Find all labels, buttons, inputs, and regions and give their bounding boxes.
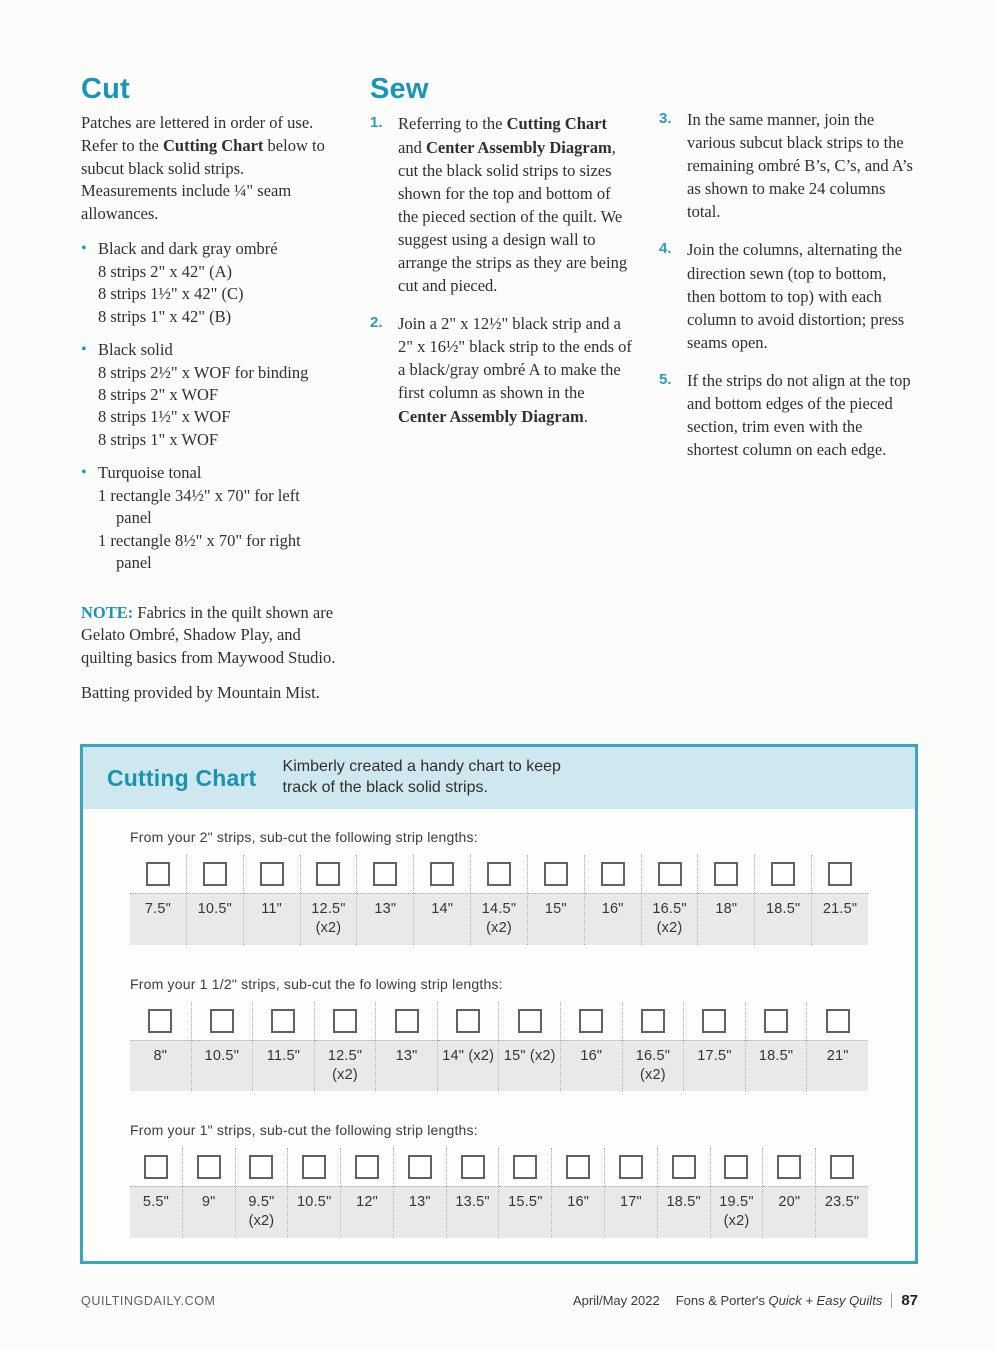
footer-date: April/May 2022 [572,1293,660,1308]
chart-cell [437,1002,499,1092]
square-zone [447,1148,499,1186]
chart-cell [498,1002,560,1092]
strip-square-icon [430,862,454,886]
step-text: Referring to the Cutting Chart and Center Assembly Diagram, cut the black solid strips to sizes shown for the top and bottom of the pieced section of the quilt. We suggest using a design wall to arrange the strips as they are being cut and pieced. [398,114,628,296]
strip-row [130,1002,868,1092]
cutting-chart-content [83,809,915,1238]
strip-row [130,855,868,945]
square-zone [746,1002,807,1040]
square-zone [552,1148,604,1186]
cut-list-item-turquoise [81,462,339,574]
strip-length-label [605,1186,657,1238]
bullet-icon: • [81,240,87,258]
chart-cell [622,1002,684,1092]
strip-square-icon [146,862,170,886]
strip-length-label [746,1040,807,1092]
fabrics-note: NOTE: Fabrics in the quilt shown are Gelato Ombré, Shadow Play, and quilting basics from Maywood Studio. [81,602,336,667]
square-zone [711,1148,763,1186]
chart-cell [300,855,357,945]
square-zone [623,1002,684,1040]
length-value: 10.5" [204,1047,240,1064]
length-value: 12.5" (x2) [327,1047,363,1083]
strip-square-icon [395,1009,419,1033]
sew-step-5 [659,369,913,461]
square-zone [253,1002,314,1040]
square-zone [528,855,584,893]
square-zone [341,1148,393,1186]
length-value: 10.5" [297,1194,332,1211]
strip-length-label [447,1186,499,1238]
strip-square-icon [771,862,795,886]
strip-square-icon [826,1009,850,1033]
strip-square-icon [456,1009,480,1033]
length-value: 18.5" [766,901,801,917]
length-multiplier: (x2) [315,919,342,936]
strip-square-icon [408,1155,432,1179]
strip-square-icon [830,1155,854,1179]
strip-square-icon [513,1155,537,1179]
chart-cell [604,1148,657,1238]
length-value: 16.5" [635,1047,671,1064]
strip-square-icon [601,862,625,886]
strip-square-icon [355,1155,379,1179]
square-zone [755,855,811,893]
square-zone [585,855,641,893]
length-value: 11" [261,901,283,917]
strip-square-icon [641,1009,665,1033]
square-zone [642,855,698,893]
strip-square-icon [702,1009,726,1033]
strip-length-label [816,1186,868,1238]
length-value: 13.5" [455,1194,490,1211]
square-zone [376,1002,437,1040]
strip-square-icon [249,1155,273,1179]
strip-square-icon [461,1155,485,1179]
chart-cell [745,1002,807,1092]
strip-length-label [376,1040,437,1092]
strip-square-icon [724,1155,748,1179]
footer-magazine-title: Quick + Easy Quilts [768,1293,883,1308]
square-zone [807,1002,868,1040]
strip-length-label [244,893,300,945]
square-zone [816,1148,868,1186]
chart-cell [182,1148,235,1238]
square-zone [684,1002,745,1040]
strip-length-label [623,1040,684,1092]
chart-cell [551,1148,604,1238]
square-zone [301,855,357,893]
square-zone [187,855,243,893]
square-zone [499,1002,560,1040]
strip-length-label [394,1186,446,1238]
cutting-chart-box [80,744,918,1264]
strip-length-label [341,1186,393,1238]
bullet-title: Black solid [98,340,173,360]
chart-cell [498,1148,551,1238]
chart-cell [235,1148,288,1238]
strip-square-icon [302,1155,326,1179]
length-value: 15" [544,901,567,917]
strip-square-icon [271,1009,295,1033]
chart-row-1in [130,1122,868,1238]
sew-step-2 [370,312,634,427]
cut-line: 8 strips 1" x 42" (B) [98,306,232,326]
length-value: 14.5" [481,901,517,917]
strip-length-label [301,893,357,945]
chart-cell [340,1148,393,1238]
length-value: 17" [619,1194,642,1211]
cut-line: 1 rectangle 34½" x 70" for left panel [98,485,300,528]
chart-cell [130,1148,182,1238]
length-value: 7.5" [144,901,171,917]
sew-step-3 [659,108,913,223]
length-value: 15" (x2) [503,1047,556,1064]
square-zone [414,855,470,893]
strip-square-icon [764,1009,788,1033]
sew-heading: Sew [370,73,429,105]
strip-length-label [528,893,584,945]
length-value: 18.5" [758,1047,794,1064]
chart-cell [697,855,754,945]
length-value: 20" [778,1194,801,1211]
chart-cell [413,855,470,945]
chart-row-2in [130,829,868,945]
length-value: 21" [826,1047,849,1064]
strip-length-label [130,1040,191,1092]
length-value: 23.5" [824,1194,860,1211]
length-value: 18.5" [666,1194,701,1211]
cut-line: 1 rectangle 8½" x 70" for right panel [98,530,301,573]
cutting-chart-header [83,747,915,809]
strip-square-icon [828,862,852,886]
square-zone [499,1148,551,1186]
length-value: 12" [356,1194,378,1211]
strip-length-label [438,1040,499,1092]
square-zone [561,1002,622,1040]
length-value: 19.5" [719,1194,754,1211]
length-value: 12.5" [311,901,346,917]
strip-square-icon [777,1155,801,1179]
length-value: 13" [408,1194,431,1211]
cut-heading: Cut [81,73,130,105]
length-value: 16.5" [652,901,687,917]
cut-line: 8 strips 1" x WOF [98,429,219,449]
strip-square-icon [210,1009,234,1033]
strip-row [130,1148,868,1238]
chart-cell [375,1002,437,1092]
length-value: 14" (x2) [442,1047,495,1064]
step-number: 3. [659,110,672,127]
cut-line: 8 strips 2" x 42" (A) [98,261,233,281]
cut-line: 8 strips 1½" x 42" (C) [98,284,244,304]
cut-list-item-ombre [81,238,339,328]
strip-square-icon [373,862,397,886]
chart-cell [657,1148,710,1238]
square-zone [288,1148,340,1186]
length-value: 14" [431,901,454,917]
bullet-title: Turquoise tonal [98,463,202,483]
strip-square-icon [566,1155,590,1179]
strip-length-label [642,893,698,945]
chart-row-1-5in [130,976,868,1092]
chart-cell [243,855,300,945]
chart-cell [683,1002,745,1092]
strip-square-icon [619,1155,643,1179]
strip-length-label [499,1040,560,1092]
footer-site-url: QUILTINGDAILY.COM [81,1294,216,1308]
length-value: 21.5" [822,901,858,917]
length-multiplier: (x2) [248,1213,275,1230]
length-value: 13" [374,901,397,917]
length-value: 9" [201,1194,216,1211]
sew-section [370,74,634,443]
chart-row-label: From your 1" strips, sub-cut the following strip lengths: [130,1122,478,1139]
chart-cell [815,1148,868,1238]
chart-cell [806,1002,868,1092]
chart-cell [641,855,698,945]
strip-length-label [552,1186,604,1238]
chart-row-label: From your 2" strips, sub-cut the following strip lengths: [130,829,478,845]
sew-step-4 [659,238,913,353]
strip-length-label [812,893,868,945]
step-text: If the strips do not align at the top and bottom edges of the pieced section, trim even with the shortest column on each edge. [687,370,911,460]
square-zone [315,1002,376,1040]
square-zone [130,855,186,893]
strip-length-label [711,1186,763,1238]
chart-cell [560,1002,622,1092]
strip-square-icon [197,1155,221,1179]
length-multiplier: (x2) [723,1213,750,1230]
cut-list-item-black-solid [81,339,339,451]
square-zone [394,1148,446,1186]
strip-square-icon [579,1009,603,1033]
step-text: In the same manner, join the various subcut black strips to the remaining ombré B’s, C’s, and A’s as shown to make 24 columns total. [687,110,913,222]
length-multiplier: (x2) [486,919,512,936]
chart-cell [356,855,413,945]
strip-square-icon [203,862,227,886]
strip-length-label [253,1040,314,1092]
strip-square-icon [714,862,738,886]
strip-square-icon [487,862,511,886]
strip-square-icon [260,862,284,886]
length-multiplier: (x2) [656,919,683,936]
cut-intro: Patches are lettered in order of use. Refer to the Cutting Chart below to subcut black solid strips. Measurements include ¼" seam allowances. [81,113,325,223]
batting-note: Batting provided by Mountain Mist. [81,683,320,703]
chart-cell [186,855,243,945]
length-value: 15.5" [508,1194,543,1211]
strip-length-label [471,893,527,945]
sew-section-continued [659,108,913,476]
square-zone [471,855,527,893]
step-number: 5. [659,370,672,388]
footer-brand: Fons & Porter's [675,1293,765,1308]
chart-cell [393,1148,446,1238]
chart-cell [584,855,641,945]
length-value: 8" [153,1047,168,1064]
step-number: 1. [370,114,383,132]
strip-length-label [130,893,186,945]
square-zone [130,1002,191,1040]
chart-cell [762,1148,815,1238]
strip-length-label [130,1186,182,1238]
strip-square-icon [144,1155,168,1179]
chart-cell [754,855,811,945]
strip-length-label [192,1040,253,1092]
strip-length-label [658,1186,710,1238]
strip-square-icon [316,862,340,886]
cut-line: 8 strips 2½" x WOF for binding [98,362,309,382]
strip-length-label [561,1040,622,1092]
chart-cell [130,1002,191,1092]
length-value: 17.5" [697,1047,732,1064]
square-zone [192,1002,253,1040]
chart-cell [130,855,186,945]
strip-square-icon [658,862,682,886]
cut-section [81,74,339,705]
strip-length-label [357,893,413,945]
step-number: 2. [370,314,383,332]
strip-square-icon [672,1155,696,1179]
chart-cell [527,855,584,945]
square-zone [658,1148,710,1186]
length-value: 10.5" [197,901,232,917]
strip-length-label [315,1040,376,1092]
strip-length-label [236,1186,288,1238]
bullet-icon: • [81,464,87,482]
chart-cell [314,1002,376,1092]
bullet-icon: • [81,341,87,359]
strip-length-label [414,893,470,945]
sew-step-1 [370,112,634,297]
page-number: 87 [901,1292,918,1309]
chart-cell [811,855,868,945]
length-value: 5.5" [142,1194,169,1211]
strip-length-label [187,893,243,945]
square-zone [763,1148,815,1186]
strip-square-icon [544,862,568,886]
step-text: Join a 2" x 12½" black strip and a 2" x 16½" black strip to the ends of a black/gray ombré A to make the first column as shown in the Center Assembly Diagram. [398,314,632,426]
strip-length-label [755,893,811,945]
footer-divider [891,1293,892,1308]
chart-row-label: From your 1 1/2" strips, sub-cut the fo lowing strip lengths: [130,975,503,992]
strip-length-label [183,1186,235,1238]
strip-length-label [288,1186,340,1238]
length-multiplier: (x2) [640,1066,666,1083]
strip-length-label [698,893,754,945]
step-number: 4. [659,240,672,258]
length-value: 16" [601,901,624,917]
cut-line: 8 strips 2" x WOF [98,385,219,405]
strip-length-label [763,1186,815,1238]
bullet-title: Black and dark gray ombré [98,239,278,259]
strip-length-label [807,1040,868,1092]
square-zone [130,1148,182,1186]
strip-length-label [585,893,641,945]
strip-square-icon [333,1009,357,1033]
chart-cell [287,1148,340,1238]
cut-line: 8 strips 1½" x WOF [98,407,231,427]
square-zone [698,855,754,893]
strip-length-label [684,1040,745,1092]
square-zone [244,855,300,893]
chart-cell [470,855,527,945]
cutting-chart-subtitle: Kimberly created a handy chart to keep track of the black solid strips. [282,758,561,796]
square-zone [812,855,868,893]
square-zone [438,1002,499,1040]
strip-square-icon [518,1009,542,1033]
length-value: 18" [715,901,738,917]
strip-length-label [499,1186,551,1238]
strip-square-icon [148,1009,172,1033]
length-value: 13" [395,1047,418,1064]
square-zone [183,1148,235,1186]
step-text: Join the columns, alternating the direction sewn (top to bottom, then bottom to top) with each column to avoid distortion; press seams open. [687,240,905,352]
length-value: 11.5" [266,1047,301,1064]
length-value: 9.5" [248,1194,275,1211]
length-value: 16" [567,1194,590,1211]
chart-cell [191,1002,253,1092]
chart-cell [446,1148,499,1238]
cutting-chart-title: Cutting Chart [107,764,257,791]
chart-cell [710,1148,763,1238]
footer-issue-info [573,1292,918,1309]
chart-cell [252,1002,314,1092]
square-zone [605,1148,657,1186]
length-value: 16" [580,1047,603,1064]
square-zone [357,855,413,893]
square-zone [236,1148,288,1186]
